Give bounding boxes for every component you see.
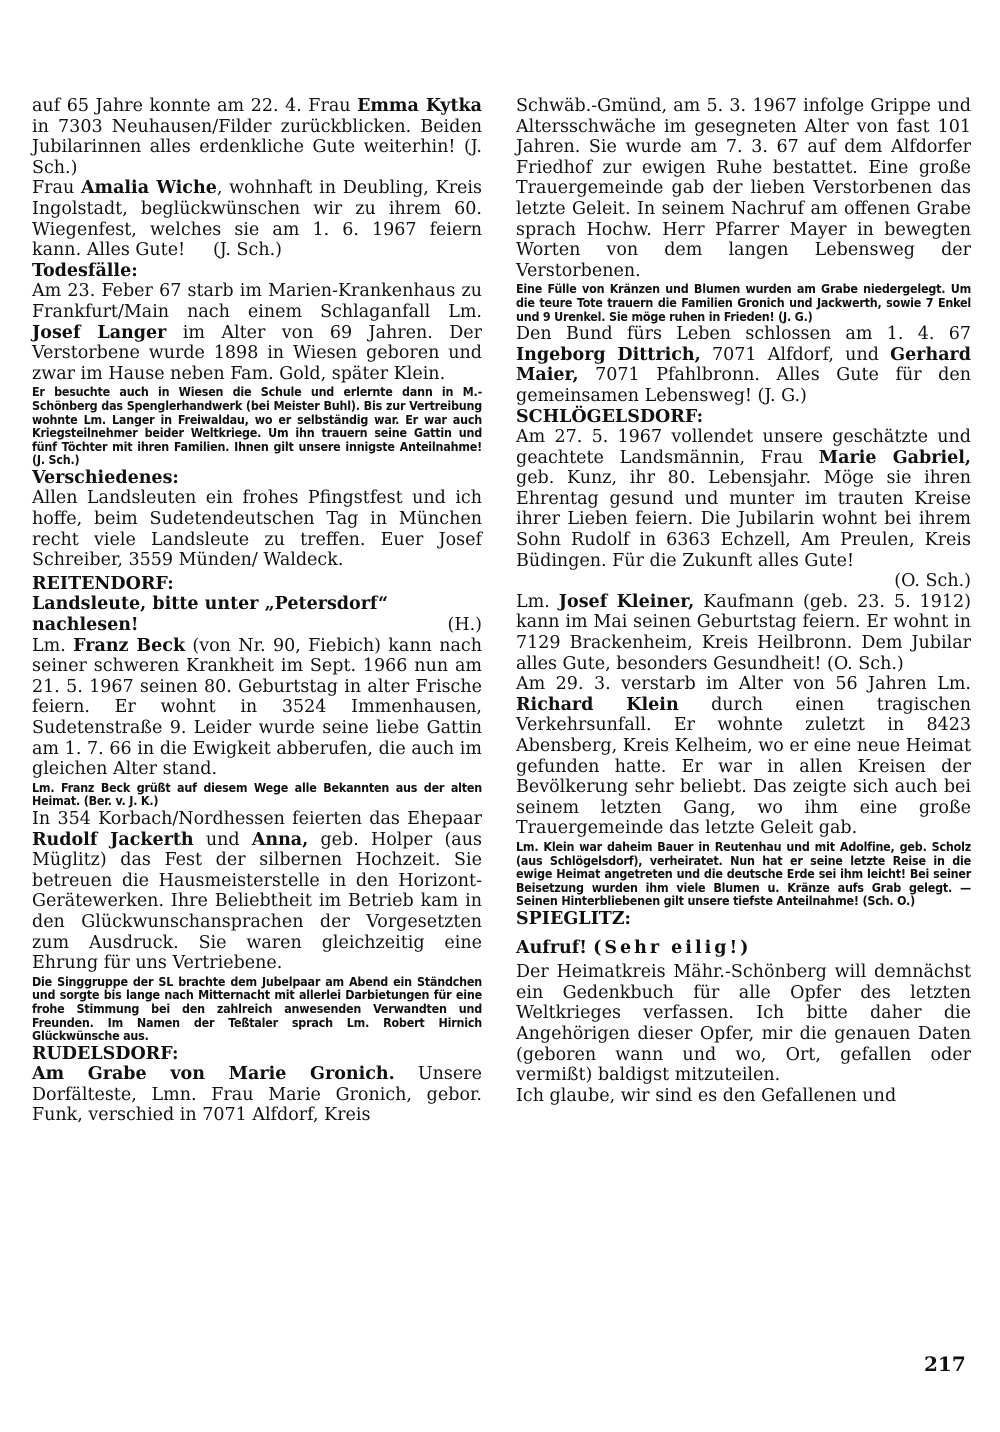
text: 7071 Alfdorf, und	[700, 344, 891, 365]
name-franz-beck: Franz Beck	[73, 635, 186, 656]
text: Lm.	[32, 635, 74, 656]
left-column	[32, 96, 482, 1126]
paragraph-kytka	[32, 96, 482, 178]
heading-schloegelsdorf: SCHLÖGELSDORF:	[516, 406, 704, 427]
text: Unsere Dorfälteste, Lmn. Frau Marie Gronich, gebor. Funk, verschied in 7071 Alfdorf, Kreis	[32, 1064, 482, 1126]
text: , wohnhaft in Deubling, Kreis Ingolstadt, beglückwünschen wir zu ihrem 60. Wiegenfest, welches sie am 1. 6. 1967 feiern kann. Alles Gute!	[32, 178, 482, 261]
text: geb. Kunz, ihr 80. Lebensjahr. Möge sie ihren Ehrentag gesund und munter im trauten Kreise ihrer Lieben feiern. Die Jubilarin wohnt bei ihrem Sohn Rudolf in 6363 Echzell, Am Preulen, Kreis Büdingen. Für die Zukunft alles Gute!	[516, 468, 971, 571]
text: und	[193, 829, 252, 850]
aufruf-heading	[516, 938, 971, 959]
text: Am 27. 5. 1967 vollendet unsere geschätzte und geachtete Landsmännin, Frau	[516, 427, 971, 468]
paragraph-gabriel	[516, 427, 971, 571]
paragraph-gefallenen: Ich glaube, wir sind es den Gefallenen und	[516, 1085, 897, 1106]
subheading-gronich: Am Grabe von Marie Gronich.	[32, 1064, 395, 1085]
text: Aufruf!	[516, 937, 594, 958]
text: durch einen tragischen Verkehrsunfall. Er wohnte zuletzt in 8423 Abensberg, Kreis Kelheim, wo er eine neue Heimat gefunden hatte. Er war in allen Kreisen der Bevölkerung sehr beliebt. Das zeigte sich auch bei seinem letzten Gang, wo ihm eine große Trauergemeinde das letzte Geleit gab.	[516, 694, 972, 839]
note-beck: Lm. Franz Beck grüßt auf diesem Wege alle Bekannten aus der alten Heimat. (Ber. v. J. K.)	[32, 779, 482, 809]
paragraph-langer	[32, 281, 482, 384]
text: In 354 Korbach/Nordhessen feierten das Ehepaar	[32, 808, 482, 829]
name-anna: Anna,	[251, 829, 309, 850]
text: Den Bund fürs Leben schlossen am 1. 4. 67	[516, 324, 971, 345]
text: (Sehr eilig!)	[593, 937, 752, 958]
right-column	[516, 96, 971, 1106]
paragraph-gronich	[32, 1064, 482, 1126]
name-richard-klein: Richard Klein	[516, 694, 679, 715]
signature: (H.)	[447, 615, 482, 636]
heading-verschiedenes: Verschiedenes:	[32, 467, 179, 488]
reitendorf-note-row	[32, 594, 482, 635]
text: in 7303 Neuhausen/Filder zurückblicken. Beiden Jubilarinnen alles erdenkliche Gute weiterhin! (J. Sch.)	[32, 116, 482, 178]
note-singgruppe: Die Singgruppe der SL brachte dem Jubelpaar am Abend ein Ständchen und sorgte bis lange nach Mitternacht mit allerlei Darbietungen für eine frohe Stimmung bei den zahlreich anwesenden Verwandten und Freunden. Im Namen der Teßtaler sprach Lm. Robert Hirnich Glückwünsche aus.	[32, 973, 482, 1044]
paragraph-dittrich	[516, 324, 971, 406]
paragraph-wiche	[32, 178, 482, 260]
name-marie-gabriel: Marie Gabriel,	[818, 447, 972, 468]
paragraph-klein	[516, 674, 971, 839]
heading-spieglitz: SPIEGLITZ:	[516, 908, 632, 929]
text: Frau	[32, 178, 81, 199]
name-rudolf-jackerth: Rudolf Jackerth	[32, 829, 194, 850]
note-klein: Lm. Klein war daheim Bauer in Reutenhau und mit Adolfine, geb. Scholz (aus Schlögelsdorf), verheiratet. Nun hat er seine letzte Reise in die ewige Heimat angetreten und die deutsche Erde sei ihm leicht! Bei seiner Beisetzung wurden ihm viele Blumen u. Kränze aufs Grab gelegt. — Seinen Hinterbliebenen gilt unsere tiefste Anteilnahme! (Sch. O.)	[516, 838, 971, 909]
text: im Alter von 69 Jahren. Der Verstorbene wurde 1898 in Wiesen geboren und zwar im Hause neben Fam. Gold, später Klein.	[32, 322, 482, 384]
text: geb. Holper (aus Müglitz) das Fest der silbernen Hochzeit. Sie betreuen die Hausmeisterstelle in den Horizont-Gerätewerken. Ihre Beliebtheit im Betrieb kam in den Glückwunschansprachen der Vorgesetzten zum Ausdruck. Sie waren gleichzeitig eine Ehrung für uns Vertriebene.	[32, 829, 482, 974]
note-gronich: Eine Fülle von Kränzen und Blumen wurden am Grabe niedergelegt. Um die teure Tote trauern die Familien Gronich und Jackwerth, sowie 7 Enkel und 9 Urenkel. Sie möge ruhen in Frieden! (J. G.)	[516, 281, 971, 324]
name-gerhard-maier: Gerhard Maier,	[516, 344, 971, 386]
text: 7071 Pfahlbronn. Alles Gute für den gemeinsamen Lebensweg! (J. G.)	[516, 365, 971, 406]
name-amalia-wiche: Amalia Wiche	[80, 178, 217, 199]
reitendorf-note: Landsleute, bitte unter „Petersdorf“ nachlesen!	[32, 594, 389, 636]
paragraph-jackerth	[32, 809, 482, 974]
heading-rudelsdorf: RUDELSDORF:	[32, 1043, 179, 1064]
name-josef-langer: Josef Langer	[32, 322, 167, 343]
name-ingeborg-dittrich: Ingeborg Dittrich,	[516, 344, 701, 365]
paragraph-beck	[32, 636, 482, 780]
text: Kaufmann (geb. 23. 5. 1912) kann im Mai seinen Geburtstag feiern. Er wohnt in 7129 Brackenheim, Kreis Heilbronn. Dem Jubilar alles Gute, besonders Gesundheit! (O. Sch.)	[516, 591, 971, 674]
paragraph-gedenkbuch: Der Heimatkreis Mähr.-Schönberg will demnächst ein Gedenkbuch für alle Opfer des letzten Weltkrieges verfassen. Ich bitte daher die Angehörigen dieser Opfer, mir die genauen Daten (geboren wann und wo, Ort, gefallen oder vermißt) baldigst mitzuteilen.	[516, 962, 971, 1086]
text: Am 29. 3. verstarb im Alter von 56 Jahren Lm.	[516, 674, 971, 695]
paragraph-kleiner	[516, 592, 971, 674]
text: Lm.	[516, 591, 559, 612]
signature: (J. Sch.)	[212, 240, 282, 261]
paragraph-pfingsten: Allen Landsleuten ein frohes Pfingstfest und ich hoffe, beim Sudetendeutschen Tag in München recht viele Landsleute zu treffen. Euer Josef Schreiber, 3559 Münden/ Waldeck.	[32, 488, 482, 571]
heading-reitendorf: REITENDORF:	[32, 573, 174, 594]
name-josef-kleiner: Josef Kleiner,	[558, 591, 695, 612]
text: (von Nr. 90, Fiebich) kann nach seiner schweren Krankheit im Sept. 1966 nun am 21. 5. 1967 seinen 80. Geburtstag in alter Frische feiern. Er wohnt in 3524 Immenhausen, Sudetenstraße 9. Leider wurde seine liebe Gattin am 1. 7. 66 in die Ewigkeit abberufen, die auch im gleichen Alter stand.	[32, 635, 483, 780]
heading-todesfaelle: Todesfälle:	[32, 260, 138, 281]
name-emma-kytka: Emma Kytka	[357, 96, 483, 116]
signature: (O. Sch.)	[894, 571, 971, 592]
paragraph-gronich-cont: Schwäb.-Gmünd, am 5. 3. 1967 infolge Grippe und Altersschwäche im gesegneten Alter von fast 101 Jahren. Sie wurde am 7. 3. 67 auf dem Alfdorfer Friedhof zur ewigen Ruhe bestattet. Eine große Trauergemeinde gab der lieben Verstorbenen das letzte Geleit. In seinem Nachruf am offenen Grabe sprach Hochw. Herr Pfarrer Mayer in bewegten Worten von dem langen Lebensweg der Verstorbenen.	[516, 96, 971, 281]
text: auf 65 Jahre konnte am 22. 4. Frau	[32, 96, 358, 116]
page-number: 217	[924, 1352, 966, 1376]
note-langer: Er besuchte auch in Wiesen die Schule und erlernte dann in M.-Schönberg das Spenglerhandwerk (bei Meister Buhl). Bis zur Vertreibung wohnte Lm. Langer in Freiwaldau, wo er selbständig war. Er war auch Kriegsteilnehmer beider Weltkriege. Um ihn trauern seine Gattin und fünf Töchter mit ihren Familien. Ihnen gilt unsere innigste Anteilnahme! (J. Sch.)	[32, 384, 482, 468]
text: Am 23. Feber 67 starb im Marien-Krankenhaus zu Frankfurt/Main nach einem Schlaganfall Lm.	[32, 281, 482, 322]
